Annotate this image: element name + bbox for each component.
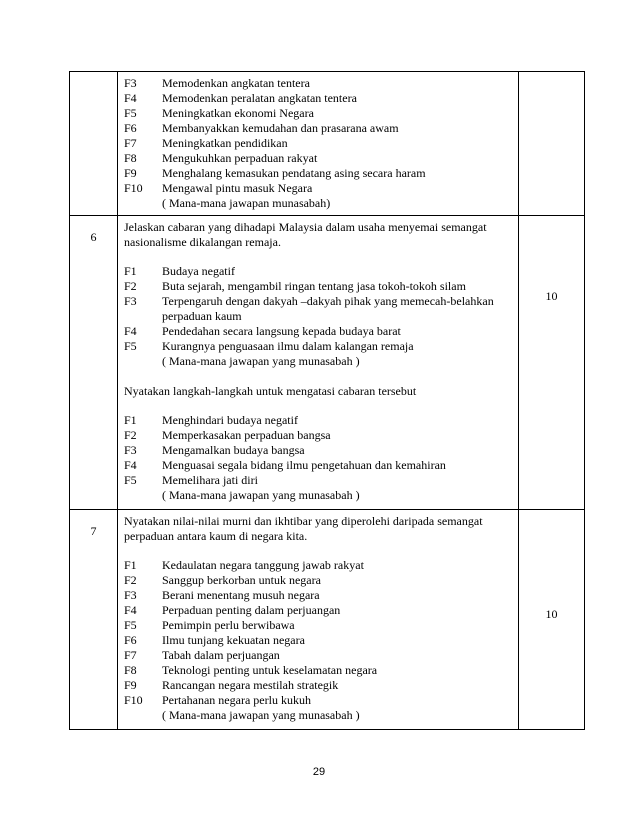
answer-text: Membanyakkan kemudahan dan prasarana awam [162, 121, 399, 135]
answer-code: F3 [124, 76, 137, 90]
question-number: 7 [70, 510, 118, 730]
answer-text: Memperkasakan perpaduan bangsa [162, 428, 331, 442]
answer-text: Kurangnya penguasaan ilmu dalam kalangan remaja [162, 339, 414, 353]
answer-text: Teknologi penting untuk keselamatan negara [162, 663, 378, 677]
answer-point [124, 708, 512, 723]
answer-text: ( Mana-mana jawapan yang munasabah ) [162, 708, 360, 722]
answer-point [124, 678, 512, 693]
question-text: Nyatakan langkah-langkah untuk mengatasi cabaran tersebut [124, 384, 417, 398]
answer-point [124, 633, 512, 648]
answer-text: Mengawal pintu masuk Negara [162, 181, 313, 195]
answer-code: F5 [124, 473, 137, 487]
answer-code: F1 [124, 558, 137, 572]
answer-text: Memodenkan angkatan tentera [162, 76, 310, 90]
answer-text: Pertahanan negara perlu kukuh [162, 693, 311, 707]
question-row [70, 510, 585, 730]
answer-code: F10 [124, 693, 143, 707]
mark-value: 10 [545, 289, 558, 303]
answer-text: Pendedahan secara langsung kepada budaya barat [162, 324, 401, 338]
answer-text: Terpengaruh dengan dakyah –dakyah pihak yang memecah-belahkan perpaduan kaum [162, 294, 494, 323]
answer-code: F3 [124, 443, 137, 457]
answer-text: Meningkatkan pendidikan [162, 136, 288, 150]
answer-point [124, 294, 512, 324]
answer-point [124, 136, 512, 151]
answer-code [124, 708, 162, 723]
answer-point [124, 106, 512, 121]
answer-text: Budaya negatif [162, 264, 235, 278]
answer-text: Perpaduan penting dalam perjuangan [162, 603, 341, 617]
answer-point [124, 458, 512, 473]
answer-point [124, 573, 512, 588]
question-number: 6 [70, 216, 118, 510]
answer-code [124, 354, 162, 369]
answer-text: Rancangan negara mestilah strategik [162, 678, 339, 692]
answer-code: F2 [124, 428, 137, 442]
answer-code: F6 [124, 633, 137, 647]
answer-point [124, 76, 512, 91]
answer-code: F9 [124, 678, 137, 692]
question-row [70, 72, 585, 216]
answer-text: Memelihara jati diri [162, 473, 258, 487]
answer-point [124, 196, 512, 211]
answer-point [124, 443, 512, 458]
question-text: Jelaskan cabaran yang dihadapi Malaysia dalam usaha menyemai semangat nasionalisme dikalangan remaja. [124, 220, 487, 249]
page-number: 29 [312, 766, 326, 778]
mark-cell [519, 216, 585, 510]
answer-code: F4 [124, 603, 137, 617]
question-row [70, 216, 585, 510]
answer-point [124, 181, 512, 196]
answer-code: F4 [124, 324, 137, 338]
answer-code: F2 [124, 573, 137, 587]
answer-text: Pemimpin perlu berwibawa [162, 618, 295, 632]
block-gap [124, 369, 512, 384]
answer-code: F8 [124, 663, 137, 677]
answer-code: F8 [124, 151, 137, 165]
answer-code: F10 [124, 181, 143, 195]
answer-point [124, 488, 512, 503]
answer-text: Mengamalkan budaya bangsa [162, 443, 305, 457]
answer-code: F4 [124, 91, 137, 105]
answer-point [124, 693, 512, 708]
answer-point [124, 354, 512, 369]
answer-code: F9 [124, 166, 137, 180]
answer-point [124, 279, 512, 294]
answer-code: F3 [124, 294, 137, 308]
answer-cell [118, 216, 519, 510]
answer-point [124, 413, 512, 428]
answer-point [124, 264, 512, 279]
mark-cell [519, 72, 585, 216]
answer-text: Menghalang kemasukan pendatang asing secara haram [162, 166, 426, 180]
answer-text: ( Mana-mana jawapan yang munasabah ) [162, 354, 360, 368]
answer-text: Tabah dalam perjuangan [162, 648, 280, 662]
answer-point [124, 166, 512, 181]
answer-point [124, 558, 512, 573]
mark-cell [519, 510, 585, 730]
answer-code: F6 [124, 121, 137, 135]
answer-code: F7 [124, 136, 137, 150]
mark-value: 10 [545, 607, 558, 621]
answer-cell [118, 510, 519, 730]
question-text: Nyatakan nilai-nilai murni dan ikhtibar yang diperolehi daripada semangat perpaduan antara kaum di negara kita. [124, 514, 483, 543]
answer-point [124, 618, 512, 633]
answer-point [124, 91, 512, 106]
answer-text: Berani menentang musuh negara [162, 588, 320, 602]
answer-code: F1 [124, 264, 137, 278]
answer-text: ( Mana-mana jawapan munasabah) [162, 196, 331, 210]
answer-text: Mengukuhkan perpaduan rakyat [162, 151, 318, 165]
answer-code [124, 196, 162, 211]
answer-point [124, 151, 512, 166]
answer-code: F5 [124, 339, 137, 353]
answer-point [124, 648, 512, 663]
question-number [70, 72, 118, 216]
answer-text: Sanggup berkorban untuk negara [162, 573, 321, 587]
answer-point [124, 339, 512, 354]
answer-text: Ilmu tunjang kekuatan negara [162, 633, 305, 647]
answer-point [124, 473, 512, 488]
answer-code: F7 [124, 648, 137, 662]
answer-text: Meningkatkan ekonomi Negara [162, 106, 314, 120]
answer-code: F1 [124, 413, 137, 427]
marking-scheme-table [69, 71, 585, 730]
answer-text: ( Mana-mana jawapan yang munasabah ) [162, 488, 360, 502]
answer-text: Menghindari budaya negatif [162, 413, 298, 427]
answer-code: F2 [124, 279, 137, 293]
answer-text: Memodenkan peralatan angkatan tentera [162, 91, 357, 105]
answer-code [124, 488, 162, 503]
answer-text: Buta sejarah, mengambil ringan tentang jasa tokoh-tokoh silam [162, 279, 466, 293]
answer-point [124, 121, 512, 136]
answer-cell [118, 72, 519, 216]
answer-point [124, 324, 512, 339]
answer-point [124, 428, 512, 443]
answer-point [124, 603, 512, 618]
answer-point [124, 663, 512, 678]
answer-text: Menguasai segala bidang ilmu pengetahuan dan kemahiran [162, 458, 446, 472]
answer-text: Kedaulatan negara tanggung jawab rakyat [162, 558, 364, 572]
answer-code: F4 [124, 458, 137, 472]
answer-code: F3 [124, 588, 137, 602]
answer-point [124, 588, 512, 603]
answer-code: F5 [124, 106, 137, 120]
answer-code: F5 [124, 618, 137, 632]
